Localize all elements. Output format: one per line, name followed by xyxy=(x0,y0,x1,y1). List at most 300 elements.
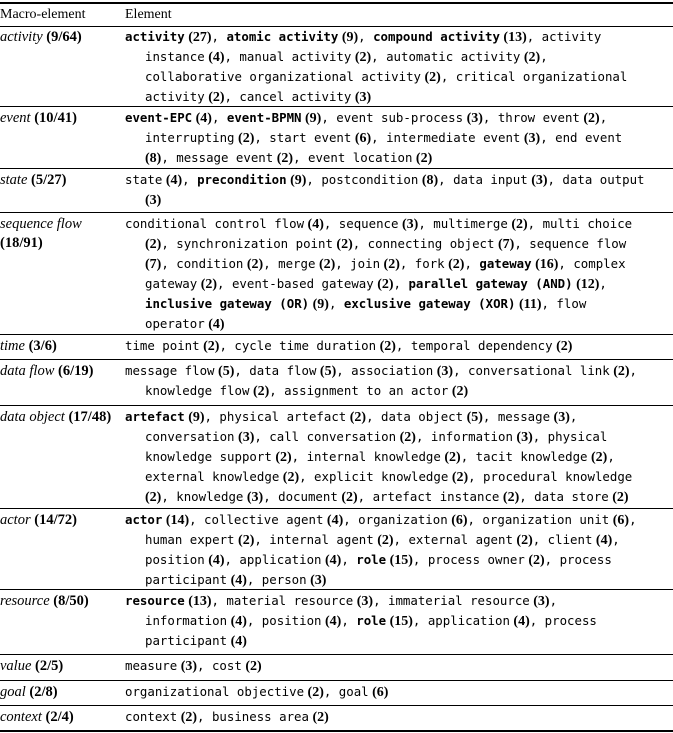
element-term: activity xyxy=(145,89,205,104)
macro-label-data-object xyxy=(0,408,118,427)
element-term: participant xyxy=(145,633,228,648)
element-count: (2) xyxy=(421,70,441,85)
element-line xyxy=(125,361,673,381)
element-line xyxy=(125,467,673,487)
element-term: , start event xyxy=(254,130,352,145)
element-term: , conversational link xyxy=(453,363,610,378)
element-count: (3) xyxy=(177,659,198,674)
element-line xyxy=(125,108,673,128)
element-term: time point xyxy=(125,338,200,353)
element-term: , event-based gateway xyxy=(217,276,374,291)
element-term: , immaterial resource xyxy=(373,593,530,608)
element-count: (3) xyxy=(529,594,550,609)
macro-name: value xyxy=(0,658,32,674)
element-count: (12) xyxy=(572,277,600,292)
element-count: (2) xyxy=(332,237,353,252)
element-term: , xyxy=(607,449,615,464)
header-macro-element: Macro-element xyxy=(0,7,86,22)
element-line xyxy=(125,611,673,631)
element-term: , assignment to an actor xyxy=(269,383,449,398)
element-line xyxy=(125,314,673,334)
element-count: (3) xyxy=(398,217,419,232)
element-count: (4) xyxy=(323,513,344,528)
element-line xyxy=(125,591,673,611)
element-term: , xyxy=(540,49,548,64)
element-term: , throw event xyxy=(482,110,580,125)
element-count: (2) xyxy=(448,470,469,485)
macro-name: actor xyxy=(0,512,31,528)
element-cell xyxy=(125,407,673,507)
element-count: (2) xyxy=(315,257,336,272)
macro-count: (6/19) xyxy=(58,363,94,379)
element-count: (9) xyxy=(301,111,322,126)
element-term: role xyxy=(356,613,387,628)
element-line xyxy=(125,682,673,702)
element-term: , xyxy=(211,110,227,125)
element-term: , xyxy=(211,29,227,44)
element-count: (5) xyxy=(214,364,235,379)
element-count: (4) xyxy=(304,217,324,232)
element-count: (2) xyxy=(234,533,255,548)
element-count: (9) xyxy=(309,297,329,312)
macro-count: (2/8) xyxy=(29,684,58,700)
element-count: (11) xyxy=(515,297,542,312)
element-count: (4) xyxy=(227,614,247,629)
macro-name: sequence flow xyxy=(0,216,82,232)
element-term: event-BPMN xyxy=(226,110,302,125)
element-count: (4) xyxy=(192,111,212,126)
element-term: , xyxy=(182,172,198,187)
element-count: (2) xyxy=(351,50,372,65)
element-term: , procedural knowledge xyxy=(468,469,633,484)
element-count: (6) xyxy=(351,131,372,146)
element-term: , material resource xyxy=(211,593,354,608)
element-term: , position xyxy=(246,613,322,628)
element-count: (4) xyxy=(227,634,247,649)
element-line xyxy=(125,656,673,676)
element-term: human expert xyxy=(145,532,235,547)
element-term: , sequence xyxy=(323,216,399,231)
element-count: (15) xyxy=(386,553,413,568)
element-term: gateway xyxy=(479,256,532,271)
element-count: (2) xyxy=(273,151,294,166)
element-line xyxy=(125,336,673,356)
element-term: , data input xyxy=(438,172,528,187)
element-term: participant xyxy=(145,572,228,587)
element-term: , fork xyxy=(399,256,445,271)
element-term: , xyxy=(569,409,578,424)
element-term: , organization xyxy=(343,512,448,527)
element-line xyxy=(125,447,673,467)
element-line xyxy=(125,254,673,274)
element-count: (4) xyxy=(204,317,225,332)
element-count: (3) xyxy=(527,173,548,188)
macro-label-time xyxy=(0,337,118,356)
element-line xyxy=(125,47,673,67)
element-term: , message xyxy=(482,409,551,424)
element-term: , tacit knowledge xyxy=(460,449,588,464)
element-count: (4) xyxy=(509,614,530,629)
element-term: compound activity xyxy=(373,29,500,44)
element-line xyxy=(125,707,673,727)
element-count: (14) xyxy=(162,513,190,528)
macro-count: (5/27) xyxy=(31,172,67,188)
element-count: (2) xyxy=(197,277,218,292)
element-term: , xyxy=(629,512,637,527)
macro-label-state xyxy=(0,171,118,190)
element-term: measure xyxy=(125,658,178,673)
element-line xyxy=(125,87,673,107)
element-count: (3) xyxy=(145,193,162,208)
element-term: , internal knowledge xyxy=(291,449,441,464)
row-rule xyxy=(0,334,673,335)
element-count: (3) xyxy=(351,90,372,105)
element-line xyxy=(125,570,673,590)
element-term: , xyxy=(341,613,357,628)
element-count: (6) xyxy=(447,513,468,528)
element-term: resource xyxy=(125,593,185,608)
element-count: (2) xyxy=(271,450,292,465)
element-term: knowledge flow xyxy=(145,383,250,398)
element-count: (3) xyxy=(243,490,264,505)
element-term: , process owner xyxy=(412,552,525,567)
element-term: , message event xyxy=(161,150,274,165)
element-count: (2) xyxy=(346,410,367,425)
element-term: context xyxy=(125,709,178,724)
macro-name: event xyxy=(0,110,31,126)
row-rule xyxy=(0,106,673,107)
element-count: (2) xyxy=(234,131,255,146)
element-count: (4) xyxy=(321,553,342,568)
element-term: , xyxy=(599,276,607,291)
element-term: activity xyxy=(125,29,185,44)
element-count: (4) xyxy=(204,50,225,65)
element-cell xyxy=(125,27,673,107)
element-count: (27) xyxy=(184,30,212,45)
element-term: artefact xyxy=(125,409,185,424)
element-count: (2) xyxy=(249,384,270,399)
element-cell xyxy=(125,336,673,356)
element-line xyxy=(125,170,673,190)
macro-label-data-flow xyxy=(0,362,118,381)
element-term: , document xyxy=(263,489,338,504)
element-count: (2) xyxy=(243,257,264,272)
element-term: , activity xyxy=(526,29,602,44)
element-cell xyxy=(125,591,673,651)
element-count: (16) xyxy=(531,257,559,272)
element-term: , collective agent xyxy=(189,512,324,527)
element-count: (3) xyxy=(512,430,533,445)
element-count: (5) xyxy=(316,364,337,379)
element-line xyxy=(125,128,673,148)
element-count: (9) xyxy=(286,173,307,188)
element-term: , physical artefact xyxy=(204,409,347,424)
element-count: (2) xyxy=(609,364,630,379)
macro-label-goal xyxy=(0,683,118,702)
element-term: , internal agent xyxy=(254,532,374,547)
macro-label-event xyxy=(0,109,118,128)
element-term: parallel gateway (AND) xyxy=(408,276,573,291)
element-count: (2) xyxy=(373,533,394,548)
element-term: , manual activity xyxy=(224,49,352,64)
element-count: (3) xyxy=(353,594,374,609)
element-term: , xyxy=(549,593,558,608)
macro-name: data object xyxy=(0,409,65,425)
element-term: , external agent xyxy=(393,532,513,547)
element-term: gateway xyxy=(145,276,198,291)
element-term: , cost xyxy=(197,658,242,673)
row-rule xyxy=(0,168,673,169)
element-term: , intermediate event xyxy=(371,130,521,145)
element-term: , postcondition xyxy=(306,172,419,187)
element-term: , xyxy=(629,363,638,378)
element-line xyxy=(125,234,673,254)
macro-count: (17/48) xyxy=(68,409,112,425)
element-term: , information xyxy=(415,429,513,444)
element-count: (2) xyxy=(520,50,541,65)
macro-label-activity xyxy=(0,28,118,47)
element-count: (4) xyxy=(204,553,225,568)
element-line xyxy=(125,631,673,651)
element-term: , physical xyxy=(532,429,608,444)
element-line xyxy=(125,381,673,401)
element-term: external knowledge xyxy=(145,469,280,484)
element-term: organizational objective xyxy=(125,684,305,699)
element-term: , temporal dependency xyxy=(395,338,553,353)
element-term: , condition xyxy=(161,256,244,271)
element-term: , end event xyxy=(540,130,623,145)
element-count: (5) xyxy=(463,410,483,425)
element-count: (2) xyxy=(448,384,469,399)
element-count: (4) xyxy=(227,573,247,588)
element-term: , xyxy=(464,256,480,271)
element-count: (3) xyxy=(433,364,454,379)
element-term: , multi choice xyxy=(527,216,633,231)
element-term: , application xyxy=(224,552,322,567)
row-rule xyxy=(0,680,673,681)
element-term: , complex xyxy=(558,256,626,271)
macro-label-resource xyxy=(0,592,118,611)
element-count: (2) xyxy=(145,490,162,505)
element-count: (3) xyxy=(306,573,327,588)
macro-name: goal xyxy=(0,684,26,700)
element-count: (7) xyxy=(145,257,162,272)
element-count: (4) xyxy=(321,614,342,629)
element-term: state xyxy=(125,172,163,187)
element-cell xyxy=(125,361,673,401)
element-count: (2) xyxy=(587,450,608,465)
element-count: (7) xyxy=(494,237,515,252)
macro-name: context xyxy=(0,709,42,725)
macro-name: time xyxy=(0,338,25,354)
row-rule xyxy=(0,212,673,213)
element-count: (2) xyxy=(145,237,162,252)
element-term: , business area xyxy=(197,709,309,724)
element-line xyxy=(125,407,673,427)
element-count: (2) xyxy=(376,339,396,354)
element-term: message flow xyxy=(125,363,215,378)
element-term: , call conversation xyxy=(254,429,397,444)
element-count: (2) xyxy=(524,553,545,568)
element-term: , cycle time duration xyxy=(219,338,377,353)
element-term: , data store xyxy=(519,489,609,504)
element-term: collaborative organizational activity xyxy=(145,69,422,84)
element-term: , association xyxy=(336,363,434,378)
element-term: , data flow xyxy=(234,363,317,378)
element-term: knowledge support xyxy=(145,449,272,464)
element-cell xyxy=(125,707,673,727)
element-count: (2) xyxy=(444,257,465,272)
element-count: (8) xyxy=(418,173,439,188)
element-term: conversation xyxy=(145,429,235,444)
macro-count: (2/5) xyxy=(35,658,64,674)
macro-count: (3/6) xyxy=(28,338,57,354)
element-count: (9) xyxy=(338,30,359,45)
element-term: exclusive gateway (XOR) xyxy=(343,296,516,311)
element-cell xyxy=(125,682,673,702)
macro-name: data flow xyxy=(0,363,55,379)
element-term: interrupting xyxy=(145,130,235,145)
element-term: event-EPC xyxy=(125,110,193,125)
macro-count: (8/50) xyxy=(53,593,89,609)
element-term: actor xyxy=(125,512,163,527)
element-line xyxy=(125,27,673,47)
element-term: position xyxy=(145,552,205,567)
element-count: (2) xyxy=(177,710,198,725)
element-term: , cancel activity xyxy=(224,89,352,104)
top-rule xyxy=(0,2,673,4)
element-cell xyxy=(125,510,673,590)
element-term: , multimerge xyxy=(418,216,508,231)
element-line xyxy=(125,214,673,234)
row-rule xyxy=(0,405,673,406)
element-count: (2) xyxy=(499,490,520,505)
element-term: , goal xyxy=(323,684,369,699)
element-count: (2) xyxy=(380,257,400,272)
element-term: atomic activity xyxy=(226,29,339,44)
element-count: (3) xyxy=(463,111,483,126)
element-line xyxy=(125,487,673,507)
element-count: (3) xyxy=(234,430,255,445)
element-count: (2) xyxy=(373,277,394,292)
element-count: (2) xyxy=(241,659,262,674)
macro-count: (2/4) xyxy=(45,709,74,725)
element-term: , automatic activity xyxy=(371,49,521,64)
element-term: , join xyxy=(335,256,381,271)
element-term: , artefact instance xyxy=(357,489,500,504)
element-count: (13) xyxy=(499,30,527,45)
element-term: , person xyxy=(246,572,307,587)
macro-count: (9/64) xyxy=(46,29,82,45)
row-rule xyxy=(0,654,673,655)
element-term: information xyxy=(145,613,228,628)
macro-name: state xyxy=(0,172,28,188)
element-term: , event location xyxy=(293,150,413,165)
element-term: , xyxy=(341,552,357,567)
element-cell xyxy=(125,170,673,210)
element-term: , xyxy=(612,532,620,547)
element-cell xyxy=(125,108,673,168)
element-count: (3) xyxy=(520,131,541,146)
element-term: operator xyxy=(145,316,205,331)
element-count: (2) xyxy=(337,490,358,505)
macro-label-value xyxy=(0,657,118,676)
element-term: , application xyxy=(412,613,510,628)
element-line xyxy=(125,427,673,447)
element-term: , client xyxy=(532,532,593,547)
element-term: precondition xyxy=(197,172,287,187)
element-term: , process xyxy=(544,552,612,567)
element-line xyxy=(125,294,673,314)
macro-name: resource xyxy=(0,593,50,609)
element-term: , event sub-process xyxy=(321,110,464,125)
element-count: (2) xyxy=(512,533,533,548)
element-term: , data output xyxy=(547,172,645,187)
element-term: , knowledge xyxy=(161,489,244,504)
element-term: , xyxy=(328,296,344,311)
element-count: (2) xyxy=(396,430,416,445)
row-rule xyxy=(0,359,673,360)
element-term: , explicit knowledge xyxy=(299,469,449,484)
macro-name: activity xyxy=(0,29,43,45)
element-count: (8) xyxy=(145,151,162,166)
macro-count: (10/41) xyxy=(34,110,77,126)
element-count: (15) xyxy=(386,614,413,629)
element-count: (2) xyxy=(279,470,300,485)
header-element: Element xyxy=(125,7,172,22)
element-count: (2) xyxy=(308,710,329,725)
element-term: , xyxy=(358,29,374,44)
element-count: (2) xyxy=(199,339,220,354)
element-count: (2) xyxy=(304,685,324,700)
element-term: role xyxy=(356,552,387,567)
element-term: , process xyxy=(529,613,597,628)
macro-label-context xyxy=(0,708,118,727)
element-count: (2) xyxy=(579,111,600,126)
element-count: (2) xyxy=(507,217,528,232)
element-count: (2) xyxy=(412,151,433,166)
row-rule xyxy=(0,705,673,706)
element-line xyxy=(125,510,673,530)
element-count: (2) xyxy=(608,490,629,505)
element-term: , xyxy=(393,276,409,291)
element-count: (9) xyxy=(184,410,205,425)
element-term: , connecting object xyxy=(352,236,495,251)
element-count: (4) xyxy=(592,533,613,548)
macro-count: (14/72) xyxy=(34,512,77,528)
element-line xyxy=(125,550,673,570)
element-count: (2) xyxy=(552,339,573,354)
element-term: , xyxy=(599,110,608,125)
element-count: (2) xyxy=(440,450,461,465)
macro-count: (18/91) xyxy=(0,234,43,251)
element-line xyxy=(125,530,673,550)
element-cell xyxy=(125,656,673,676)
element-term: inclusive gateway (OR) xyxy=(145,296,310,311)
element-count: (6) xyxy=(368,685,389,700)
element-term: , data object xyxy=(366,409,464,424)
row-rule xyxy=(0,589,673,590)
element-line xyxy=(125,67,673,87)
element-term: conditional control flow xyxy=(125,216,305,231)
macro-label-actor xyxy=(0,511,118,530)
element-count: (2) xyxy=(204,90,225,105)
element-count: (3) xyxy=(550,410,570,425)
element-term: , critical organizational xyxy=(440,69,628,84)
macro-label-sequence-flow xyxy=(0,215,118,252)
row-rule xyxy=(0,508,673,509)
element-line xyxy=(125,190,673,210)
